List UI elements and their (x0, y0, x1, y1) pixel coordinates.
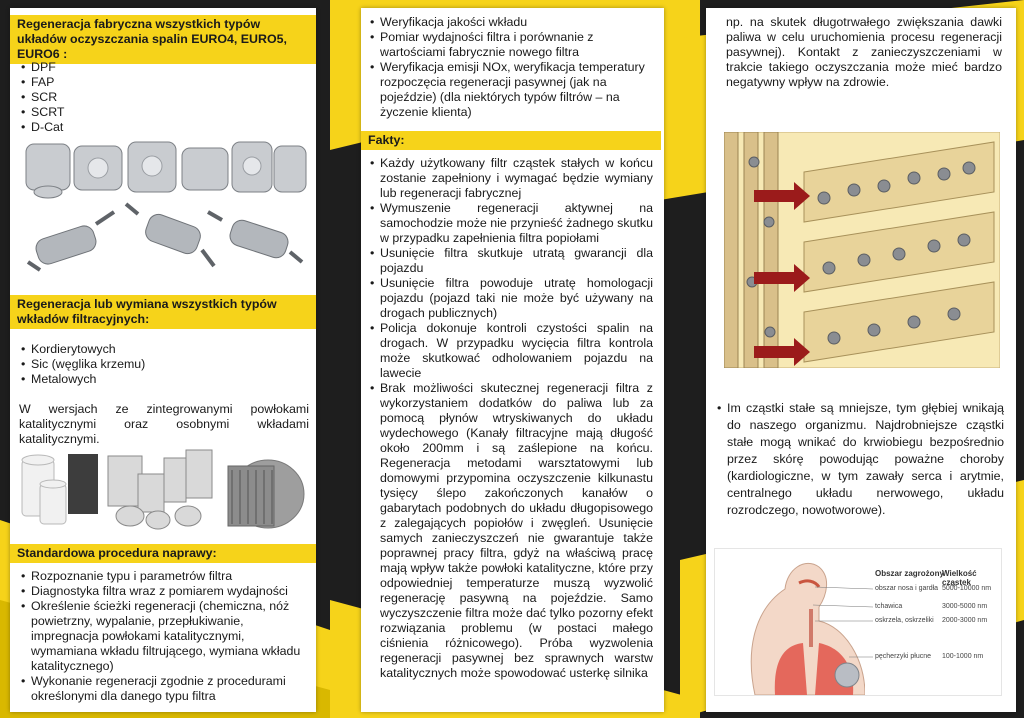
list-item: • Metalowych (14, 372, 294, 387)
exhaust-types-list (14, 60, 294, 135)
list-item: • Usunięcie filtra powoduje utratę homologacji pojazdu (pojazd taki nie może być używany na drogach publicznych) (363, 276, 653, 321)
list-item: • Usunięcie filtra skutkuje utratą gwarancji dla pojazdu (363, 246, 653, 276)
list-item: • SCRT (14, 105, 294, 120)
list-item: • D-Cat (14, 120, 294, 135)
dpf-filters-image (18, 132, 310, 292)
list-item: • SCR (14, 90, 294, 105)
list-item: • DPF (14, 60, 294, 75)
table-cell: pęcherzyki płucne (875, 653, 932, 660)
list-item: • Policja dokonuje kontroli czystości spalin na drogach. W przypadku wycięcia filtra kontrola może skutkować odholowaniem pojazdu na lawecie (363, 321, 653, 381)
table-cell: oskrzela, oskrzeliki (875, 617, 934, 624)
catalytic-note: W wersjach ze zintegrowanymi powłokami katalitycznymi oraz osobnymi wkładami katalitycznymi. (19, 402, 309, 446)
list-item: • Wykonanie regeneracji zgodnie z procedurami określonymi dla danego typu filtra (14, 674, 310, 704)
list-item: • Wymuszenie regeneracji aktywnej na samochodzie może nie przynieść żadnego skutku w przypadku zapełnienia filtra popiołami (363, 201, 653, 246)
list-item: • Diagnostyka filtra wraz z pomiarem wydajności (14, 584, 310, 599)
ceramic-inserts-image (18, 444, 310, 540)
procedure-continued-list (363, 15, 653, 120)
list-item: • Im cząstki stałe są mniejsze, tym głębiej wnikają do naszego organizmu. Najdrobniejsze cząstki stałe mogą wnikać do krwiobiegu bezpośrednio przez skórę powodując poważne choroby (kardiologiczne, w tym zawały serca i arytmie, centralnego układu nerwowego, układu rozrodczego, nowotworowe). (710, 400, 1004, 519)
heading-factory-regeneration: Regeneracja fabryczna wszystkich typów układów oczyszczania spalin EURO4, EURO5, EURO6 : (10, 15, 316, 64)
panel-right (706, 8, 1016, 712)
procedure-list (14, 569, 310, 704)
list-item: • Weryfikacja jakości wkładu (363, 15, 653, 30)
table-cell: tchawica (875, 603, 903, 610)
list-item: • Pomiar wydajności filtra i porównanie z wartościami fabrycznie nowego filtra (363, 30, 653, 60)
heading-filter-inserts: Regeneracja lub wymiana wszystkich typów wkładów filtracyjnych: (10, 295, 316, 329)
table-cell: obszar nosa i gardła (875, 585, 939, 592)
table-cell: 2000-3000 nm (942, 617, 988, 624)
table-header-size: Wielkość cząstek (942, 569, 977, 587)
list-item: • Brak możliwości skutecznej regeneracji filtra z wykorzystaniem dodatków do paliwa lub za pomocą płynów wtryskiwanych do układu wydechowego (Kanały filtracyjne mają długość około 200mm i są zaślepione na końcu. Regeneracja metodami warsztatowymi lub domowymi przypomina oczyszczenie kilkunastu tysięcy ślepo zakończonych kanałów o gabarytach podobnych do układu długopisowego z zalegających popiołów i zwęgleń. Usunięcie samych zanieczyszczeń nie gwarantuje także poprawnej pracy filtra, gdyż na właściwą pracę mają wpływ także powłoki katalityczne, które przy odpowiedniej temperaturze muszą wyzwolić regenerację pasywną na pojeździe. Samo wyczyszczenie filtra może dać tylko pozorny efekt rozwiązania problemu (w postaci małego ciśnienia różnicowego). Próba wyzwolenia regeneracji pasywnej bez sprawnych warstw katalitycznych może spowodować usterkę silnika (363, 381, 653, 681)
list-item: • Kordierytowych (14, 342, 294, 357)
table-cell: 5000-10000 nm (942, 585, 992, 592)
lungs-illustration (715, 549, 865, 695)
panel-middle (361, 8, 664, 712)
list-item: • Każdy użytkowany filtr cząstek stałych w końcu zostanie zapełniony i wymagać będzie wymiany lub regeneracji fabrycznej (363, 156, 653, 201)
list-item: • Rozpoznanie typu i parametrów filtra (14, 569, 310, 584)
table-header-area: Obszar zagrożony (875, 569, 944, 578)
list-item: • Sic (węglika krzemu) (14, 357, 294, 372)
filter-types-list (14, 342, 294, 387)
heading-facts: Fakty: (361, 131, 661, 150)
list-item: • FAP (14, 75, 294, 90)
health-list (710, 400, 1004, 519)
list-item: • Określenie ścieżki regeneracji (chemiczna, nóż powietrzny, wypalanie, przepłukiwanie, impregnacja powłokami katalitycznymi, wymamiana wkładu filtrującego, wymiana wkładu katalitycznego) (14, 599, 310, 674)
respiratory-diagram (714, 548, 1002, 696)
table-cell: 3000-5000 nm (942, 603, 988, 610)
facts-list (363, 156, 653, 681)
panel-left (10, 8, 316, 712)
heading-repair-procedure: Standardowa procedura naprawy: (10, 544, 316, 563)
filter-channels-diagram (724, 132, 1000, 368)
intro-paragraph: np. na skutek długotrwałego zwiększania dawki paliwa w celu uruchomienia procesu regeneracji pasywnej). Kontakt z zanieczyszczeniami w trakcie takiego oczyszczania może mieć bardzo negatywny wpływ na zdrowie. (726, 15, 1002, 89)
list-item: • Weryfikacja emisji NOx, weryfikacja temperatury rozpoczęcia regeneracji pasywnej (jak na pojeździe) (dla niektórych typów filtrów – na życzenie klienta) (363, 60, 653, 120)
table-cell: 100-1000 nm (942, 653, 984, 660)
